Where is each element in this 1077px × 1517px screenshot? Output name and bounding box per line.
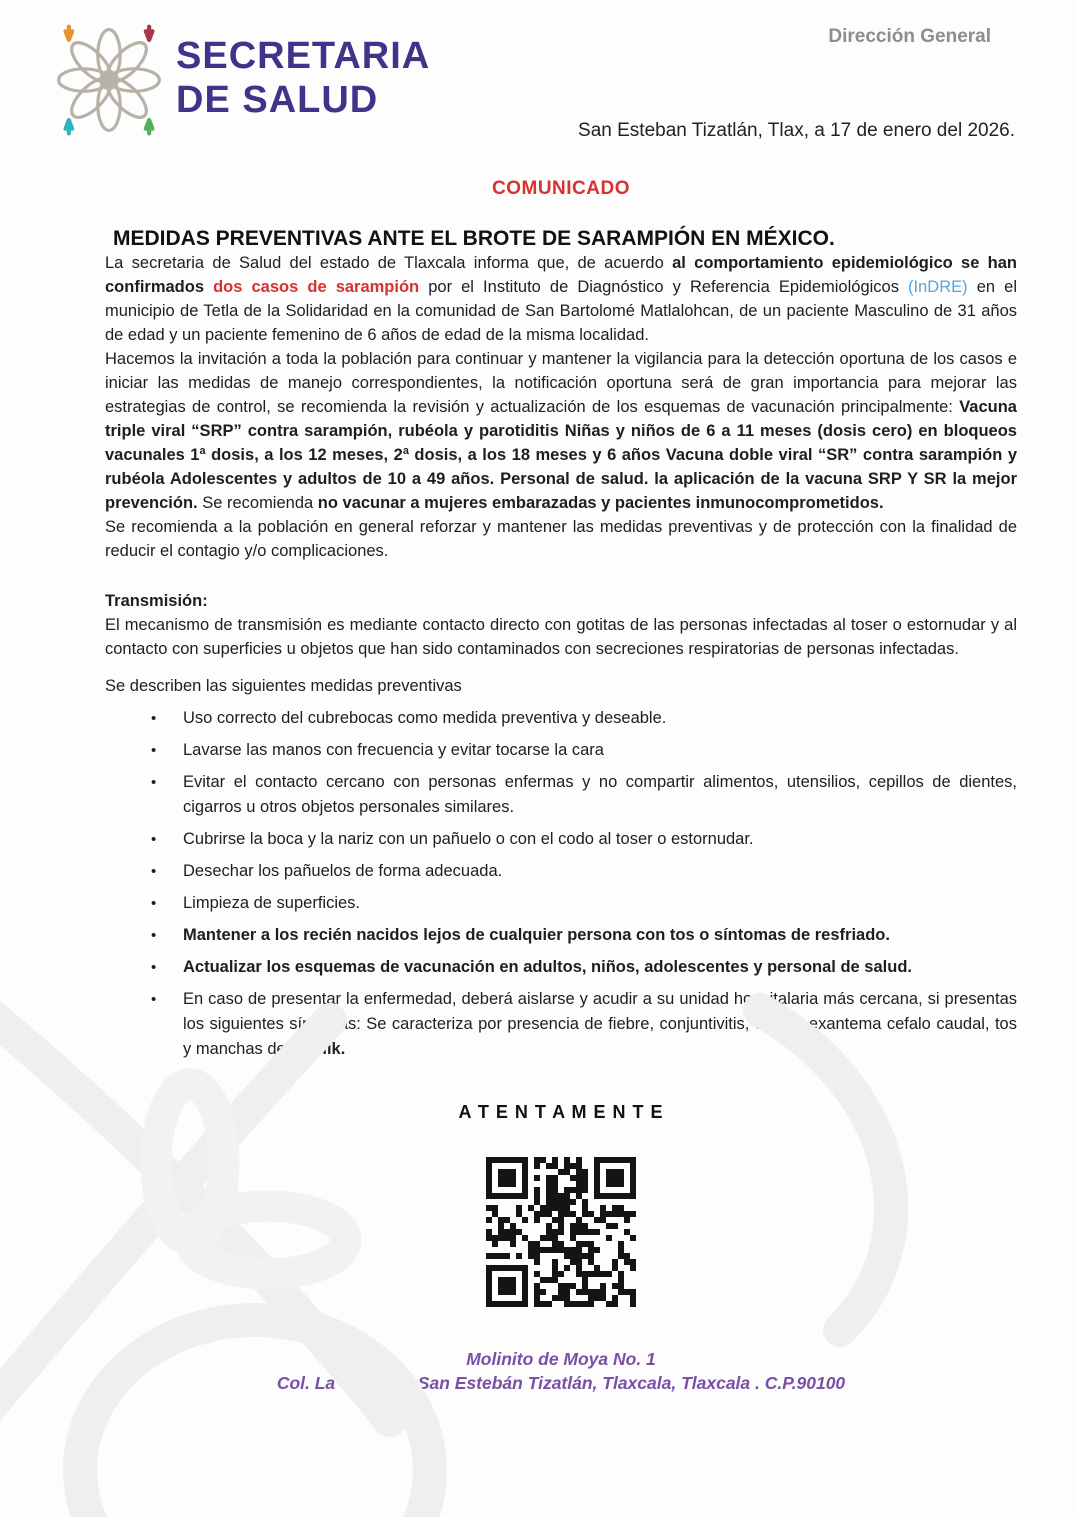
p2-text2: Se recomienda [202, 494, 318, 512]
p1-highlight-cases: dos casos de sarampión [213, 278, 420, 296]
dateline: San Esteban Tizatlán, Tlax, a 17 de enero del 2026. [578, 120, 1015, 141]
list-item [105, 987, 1017, 1062]
logo-wordmark-line2: DE SALUD [176, 79, 379, 121]
p1-text: La secretaria de Salud del estado de Tlaxcala informa que, de acuerdo [105, 254, 673, 272]
health-ministry-flower-icon [50, 24, 168, 136]
list-item-text: Actualizar los esquemas de vacunación en adultos, niños, adolescentes y personal de salud. [183, 958, 912, 976]
p2-warning-bold: no vacunar a mujeres embarazadas y pacientes inmunocomprometidos. [317, 494, 884, 512]
p2-text: Hacemos la invitación a toda la población para continuar y mantener la vigilancia para la detección oportuna de los casos e iniciar las medidas de manejo correspondientes, la notificación oportuna será de gran importancia para mejorar las estrategias de control, se recomienda la revisión y actualización de los esquemas de vacunación principalmente: [105, 350, 1017, 416]
p2-vaccine-bold: Vacuna triple viral “SRP” contra sarampión, rubéola y parotiditis Niñas y niños de 6 a 11 meses (dosis cero) en bloqueos vacunales 1ª dosis, a los 12 meses, 2ª dosis, a los 18 meses y 6 años Vacuna doble viral “SR” contra sarampión y rubéola Adolescentes y adultos de 10 a 49 años. Personal de salud. la aplicación de la vacuna SRP Y SR la mejor prevención. [105, 398, 1017, 512]
list-item [105, 738, 1017, 763]
closing-salutation: A T E N T A M E N T E [458, 1102, 664, 1122]
comunicado-label: COMUNICADO [492, 178, 630, 199]
list-item-text: Mantener a los recién nacidos lejos de cualquier persona con tos o síntomas de resfriado. [183, 926, 890, 944]
footer-address-line2: Col. La Ciénega, San Estebán Tizatlán, Tlaxcala, Tlaxcala . C.P.90100 [276, 1373, 846, 1393]
bullet-icon: • [151, 991, 157, 1008]
p1-text3: en el municipio de Tetla de la Solidaridad en la comunidad de San Bartolomé Matlalohcan, de un paciente Masculino de 31 años de edad y un paciente femenino de 6 años de edad de la misma localidad. [105, 278, 1017, 344]
bullet-icon: • [151, 863, 157, 880]
bullet-icon: • [151, 895, 157, 912]
list-item [105, 955, 1017, 980]
footer-address [105, 1347, 1017, 1395]
list-item [105, 706, 1017, 731]
preventive-measures-list [105, 706, 1017, 1062]
list-item-text: Uso correcto del cubrebocas como medida preventiva y deseable. [183, 709, 667, 727]
paragraph-confirmed-cases [105, 251, 1017, 347]
list-item-text: Cubrirse la boca y la nariz con un pañuelo o con el codo al toser o estornudar. [183, 830, 754, 848]
bullet-icon: • [151, 959, 157, 976]
qr-code [486, 1157, 636, 1307]
list-item [105, 891, 1017, 916]
letterhead [0, 0, 1077, 152]
department-label: Dirección General [828, 26, 991, 47]
bullet-icon: • [151, 774, 157, 791]
bullet-icon: • [151, 831, 157, 848]
footer-address-line1: Molinito de Moya No. 1 [466, 1349, 656, 1369]
paragraph-vaccination [105, 347, 1017, 515]
list-item [105, 923, 1017, 948]
document-title: MEDIDAS PREVENTIVAS ANTE EL BROTE DE SARAMPIÓN EN MÉXICO. [113, 227, 835, 250]
list-item-text: Evitar el contacto cercano con personas enfermas y no compartir alimentos, utensilios, cepillos de dientes, cigarros u otros objetos personales similares. [183, 773, 1017, 816]
list-item [105, 827, 1017, 852]
transmission-heading: Transmisión: [105, 592, 208, 610]
paragraph-recommendation: Se recomienda a la población en general reforzar y mantener las medidas preventivas y de protección con la finalidad de reducir el contagio y/o complicaciones. [105, 518, 1017, 560]
bullet-icon: • [151, 927, 157, 944]
list-item-text [183, 987, 1017, 1062]
transmission-paragraph: El mecanismo de transmisión es mediante contacto directo con gotitas de las personas infectadas al toser o estornudar y al contacto con superficies u objetos que han sido contaminados con secreciones respiratorias de personas infectadas. [105, 616, 1017, 658]
logo-wordmark-line1: SECRETARIA [176, 35, 431, 77]
document-body [0, 178, 1077, 1395]
list-item [105, 859, 1017, 884]
p1-text2: por el Instituto de Diagnóstico y Referencia Epidemiológicos [419, 278, 909, 296]
bullet-icon: • [151, 710, 157, 727]
logo-wordmark [176, 34, 430, 122]
measures-intro: Se describen las siguientes medidas preventivas [105, 677, 462, 695]
list-item-text-bold: Koplik. [290, 1040, 346, 1058]
list-item-text-normal: En caso de presentar la enfermedad, deberá aislarse y acudir a su unidad hospitalaria más cercana, si presentas los siguientes síntomas: Se caracteriza por presencia de fiebre, conjuntivitis, coriza, exantema cefalo caudal, tos y manchas de [183, 990, 1017, 1058]
list-item-text: Limpieza de superficies. [183, 894, 361, 912]
p1-bold: al comportamiento epidemiológico se han confirmados [105, 254, 1018, 296]
bullet-icon: • [151, 742, 157, 759]
p1-indre-ref: (InDRE) [908, 278, 968, 296]
list-item-text: Desechar los pañuelos de forma adecuada. [183, 862, 503, 880]
list-item-text: Lavarse las manos con frecuencia y evitar tocarse la cara [183, 741, 604, 759]
list-item [105, 770, 1017, 820]
